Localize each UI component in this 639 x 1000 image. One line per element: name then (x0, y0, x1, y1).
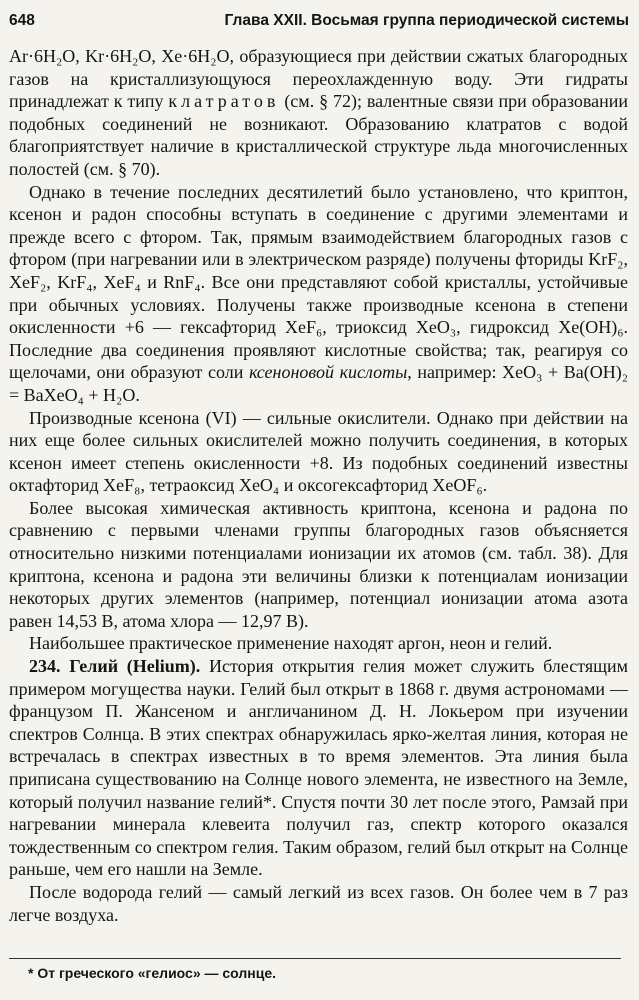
text-run: Наибольшее практическое применение находят аргон, неон и гелий. (29, 633, 553, 654)
text-run: Однако в течение последних десятилетий было установлено, что криптон, ксенон и радон способны вступать в соединение с другими элементами и прежде всего с фтором. Так, прямым взаимодействием благородных газов с фтором (при нагревании или в электрическом разряде) получены фториды KrF₂, XeF₂, KrF₄, XeF₄ и RnF₄. Все они представляют собой кристаллы, устойчивые при обычных условиях. Получены также производные ксенона в степени окисленности +6 — гексафторид XeF₆, триоксид XeO₃, гидроксид Xe(OH)₆. Последние два соединения проявляют кислотные свойства; так, реагируя со щелочами, они образуют соли (9, 181, 628, 383)
text-run: Ar·6H₂O, Kr·6H₂O, Xe·6H₂O, образующиеся при действии сжатых благородных газов на кристаллизующуюся переохлажденную воду. Эти гидраты принадлежат к типу (9, 46, 628, 112)
paragraph (9, 407, 628, 497)
running-title: Глава XXII. Восьмая группа периодической системы (224, 12, 629, 29)
body-text (9, 45, 628, 926)
text-run: клатратов (168, 91, 280, 112)
page-number: 648 (9, 12, 35, 29)
paragraph (9, 655, 628, 881)
paragraph (9, 45, 628, 181)
paragraph (9, 632, 628, 655)
text-run: Производные ксенона (VI) — сильные окислители. Однако при действии на них еще более сильных окислителей можно получить соединения, в которых ксенон имеет степень окисленности +8. Из подобных соединений известны октафторид XeF₈, тетраоксид XeO₄ и оксогексафторид XeOF₆. (9, 407, 628, 496)
paragraph (9, 181, 628, 407)
paragraph (9, 881, 628, 926)
text-run: , например: XeO₃ + Ba(OH)₂ = BaXeO₄ + H₂O. (9, 362, 629, 405)
text-run: История открытия гелия может служить блестящим примером могущества науки. Гелий был открыт в 1868 г. двумя астрономами — французом П. Жансеном и англичанином Д. Н. Локьером при изучении спектров Солнца. В этих спектрах обнаружилась ярко-желтая линия, которая не встречалась в спектрах известных в то время элементов. Эта линия была приписана существованию на Солнце нового элемента, не известного на Земле, который получил название гелий*. Спустя почти 30 лет после этого, Рамзай при нагревании минерала клевеита получил газ, спектр которого оказался тождественным со спектром гелия. Таким образом, гелий был открыт на Солнце раньше, чем его нашли на Земле. (9, 656, 628, 880)
page-header (9, 12, 629, 36)
text-run: После водорода гелий — самый легкий из всех газов. Он более чем в 7 раз легче воздуха. (9, 881, 628, 925)
text-run: Более высокая химическая активность криптона, ксенона и радона по сравнению с первыми членами группы благородных газов объясняется относительно низкими потенциалами ионизации их атомов (см. табл. 38). Для криптона, ксенона и радона эти величины близки к потенциалам ионизации некоторых других элементов (например, потенциал ионизации атома азота равен 14,53 В, атома хлора — 12,97 В). (9, 497, 628, 631)
text-run: (см. § 72); валентные связи при образовании подобных соединений не возникают. Образованию клатратов с водой благоприятствует наличие в кристаллической структуре льда многочисленных полостей (см. § 70). (9, 91, 628, 179)
paragraph (9, 497, 628, 633)
footnote-divider (9, 958, 621, 959)
section-heading: 234. Гелий (Helium). (29, 656, 201, 677)
text-run: ксеноновой кислоты (249, 362, 408, 383)
footnote: * От греческого «гелиос» — солнце. (28, 965, 277, 981)
